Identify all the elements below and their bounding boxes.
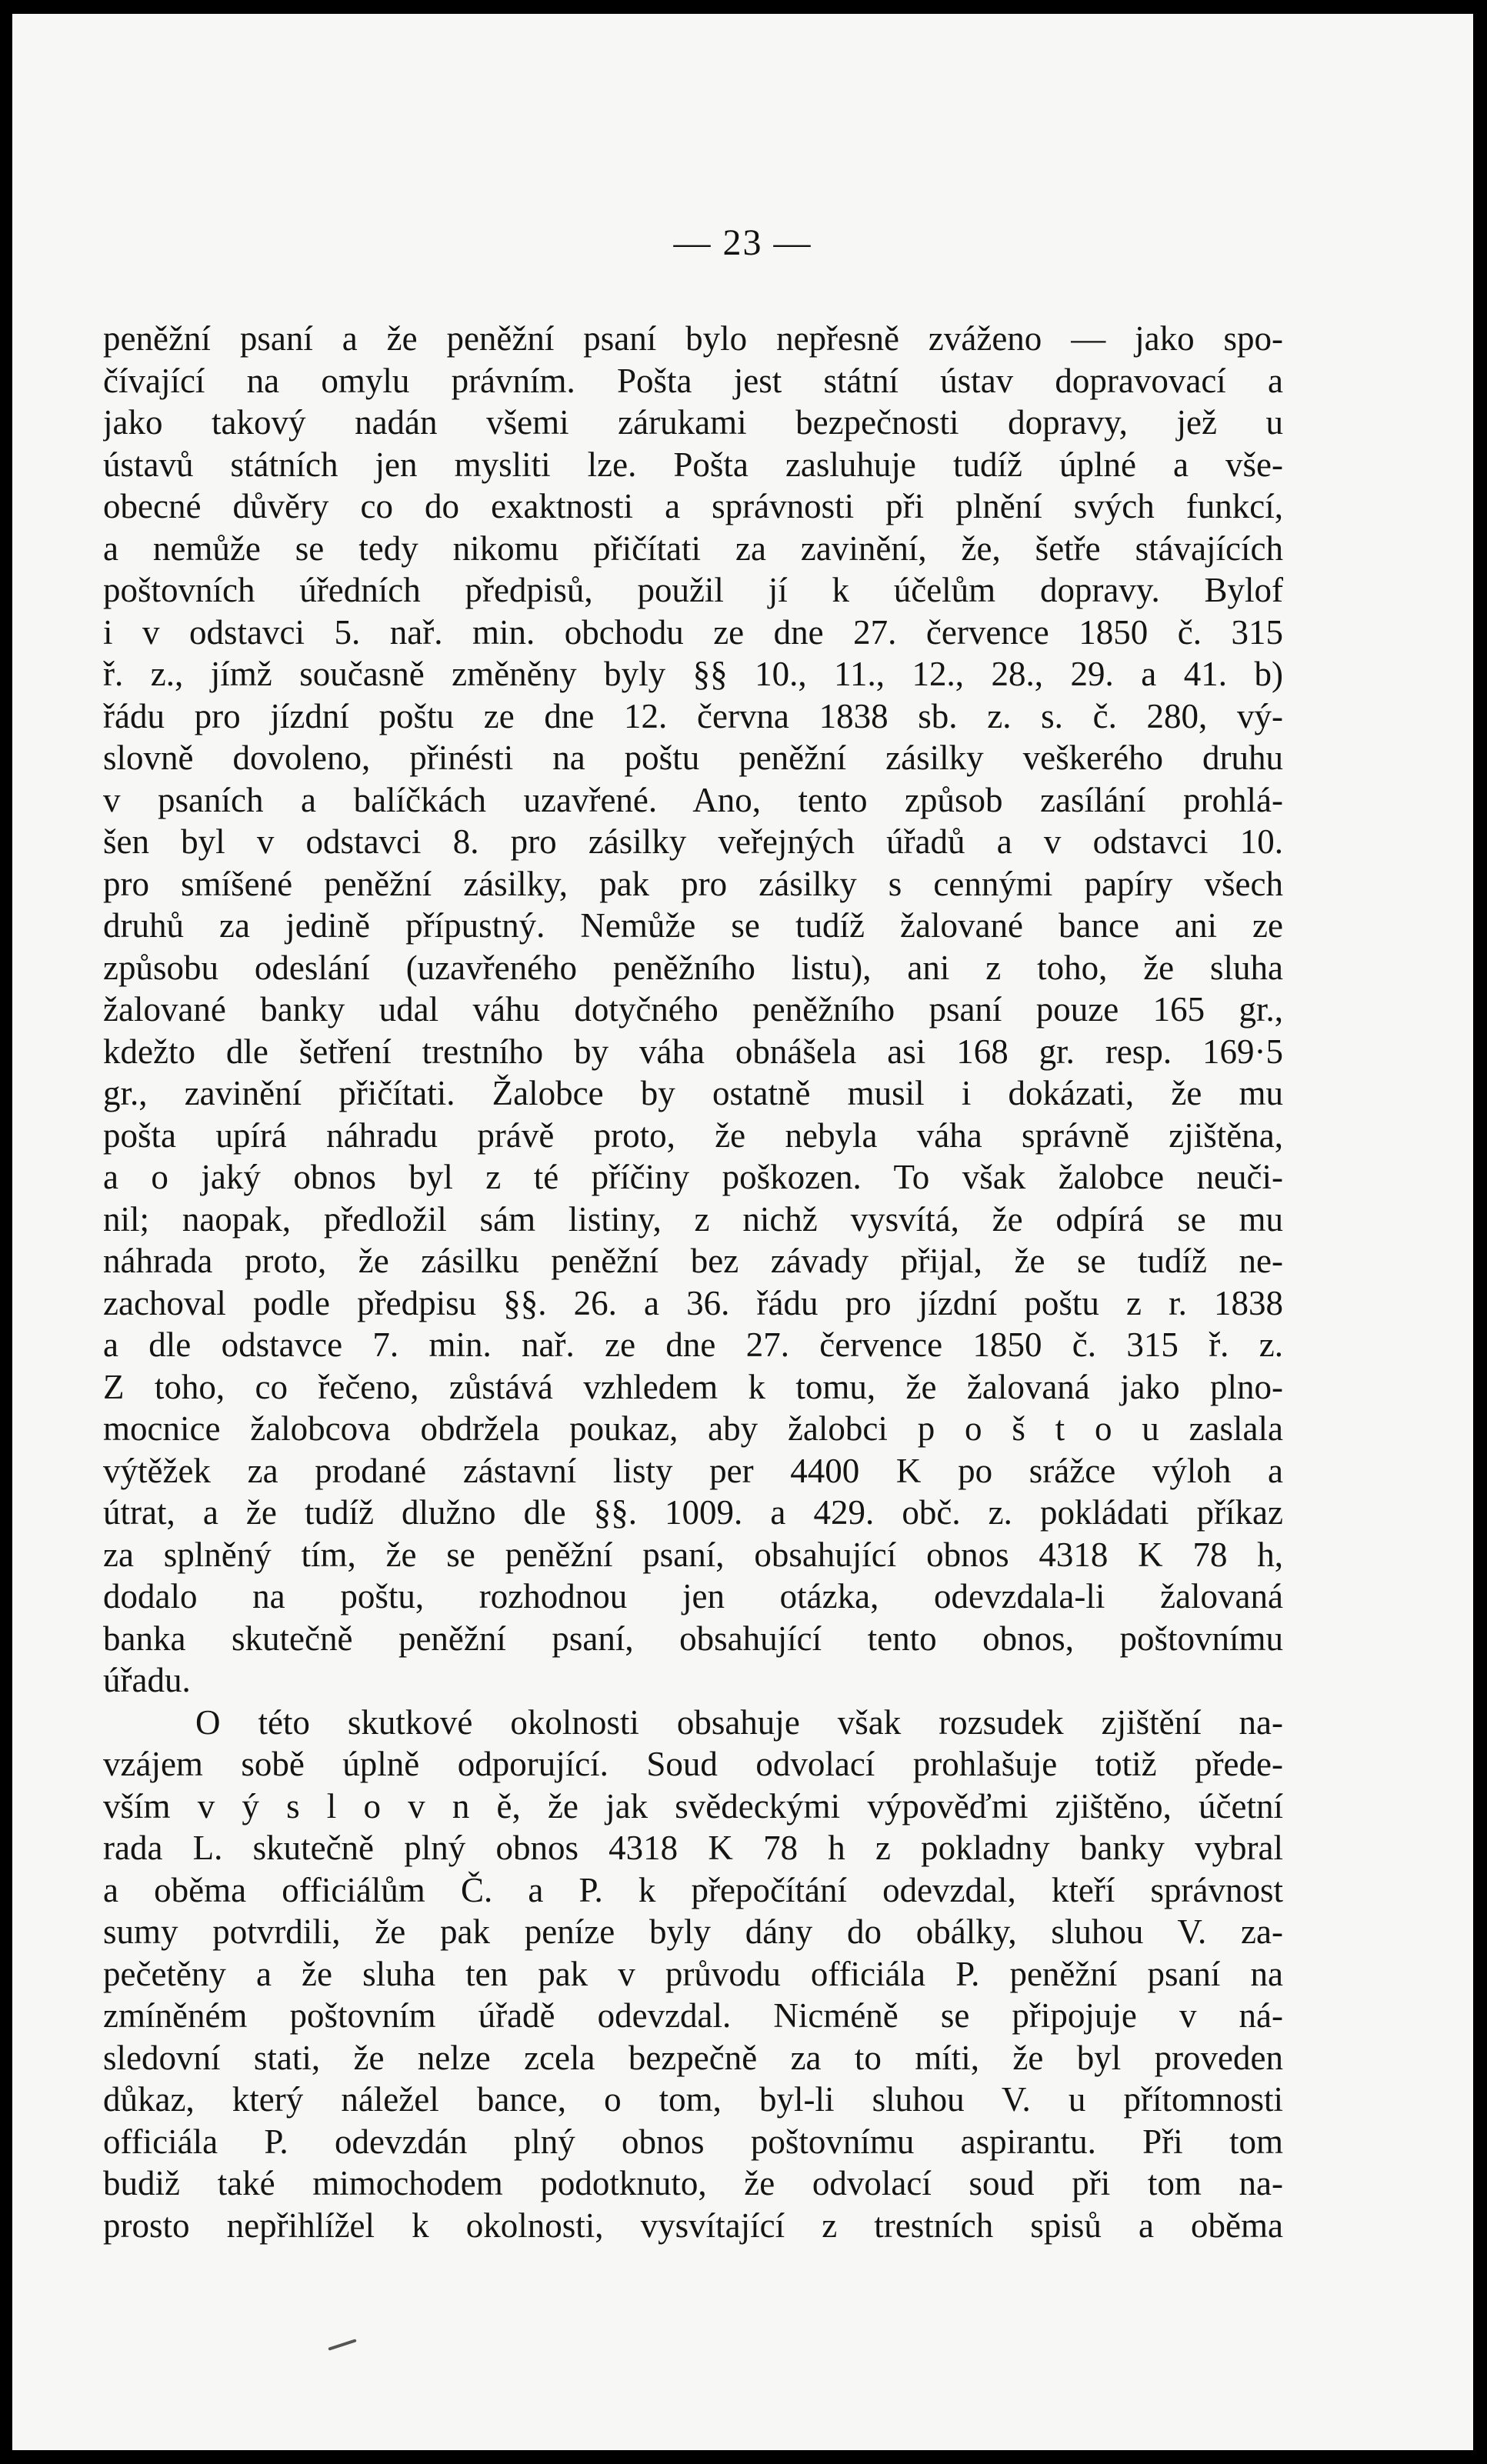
text-line: čívající na omylu právním. Pošta jest státní ústav dopravovací a [103, 361, 1283, 400]
scanned-page [12, 14, 1473, 2450]
text-line: pro smíšené peněžní zásilky, pak pro zásilky s cennými papíry všech [103, 864, 1283, 903]
text-line: způsobu odeslání (uzavřeného peněžního listu), ani z toho, že sluha [103, 948, 1283, 987]
text-line: prosto nepřihlížel k okolnosti, vysvítající z trestních spisů a oběma [103, 2206, 1283, 2245]
text-line: budiž také mimochodem podotknuto, že odvolací soud při tom na- [103, 2164, 1283, 2202]
text-line: výtěžek za prodané zástavní listy per 4400 K po srážce výloh a [103, 1451, 1283, 1490]
scan-speck [328, 2339, 356, 2351]
text-line: banka skutečně peněžní psaní, obsahující tento obnos, poštovnímu [103, 1619, 1283, 1658]
text-line: a dle odstavce 7. min. nař. ze dne 27. července 1850 č. 315 ř. z. [103, 1325, 1283, 1364]
text-line: a oběma officiálům Č. a P. k přepočítání odevzdal, kteří správnost [103, 1870, 1283, 1909]
text-line: gr., zavinění přičítati. Žalobce by ostatně musil i dokázati, že mu [103, 1074, 1283, 1112]
paragraph-first-line: O této skutkové okolnosti obsahuje však rozsudek zjištění na- [195, 1702, 1283, 1742]
text-line: v psaních a balíčkách uzavřené. Ano, tento způsob zasílání prohlá- [103, 780, 1283, 819]
text-line: peněžní psaní a že peněžní psaní bylo nepřesně zváženo — jako spo- [103, 319, 1283, 358]
text-line: pečetěny a že sluha ten pak v průvodu officiála P. peněžní psaní na [103, 1954, 1283, 1993]
body-text [103, 318, 1283, 2246]
text-line: důkaz, který náležel bance, o tom, byl-li sluhou V. u přítomnosti [103, 2080, 1283, 2119]
text-line: dodalo na poštu, rozhodnou jen otázka, odevzdala-li žalovaná [103, 1577, 1283, 1615]
text-line: Z toho, co řečeno, zůstává vzhledem k tomu, že žalovaná jako plno- [103, 1367, 1283, 1406]
text-line: kdežto dle šetření trestního by váha obnášela asi 168 gr. resp. 169·5 [103, 1032, 1283, 1071]
text-line: sledovní stati, že nelze zcela bezpečně za to míti, že byl proveden [103, 2038, 1283, 2077]
text-line: žalované banky udal váhu dotyčného peněžního psaní pouze 165 gr., [103, 990, 1283, 1029]
text-line: útrat, a že tudíž dlužno dle §§. 1009. a 429. obč. z. pokládati příkaz [103, 1493, 1283, 1532]
text-line: mocnice žalobcova obdržela poukaz, aby žalobci p o š t o u zaslala [103, 1409, 1283, 1448]
text-line: druhů za jedině přípustný. Nemůže se tudíž žalované bance ani ze [103, 906, 1283, 945]
text-line: obecné důvěry co do exaktnosti a správnosti při plnění svých funkcí, [103, 487, 1283, 525]
text-line: za splněný tím, že se peněžní psaní, obsahující obnos 4318 K 78 h, [103, 1535, 1283, 1574]
page-number: — 23 — [673, 222, 812, 263]
text-line: officiála P. odevzdán plný obnos poštovnímu aspirantu. Při tom [103, 2122, 1283, 2161]
text-line: ř. z., jímž současně změněny byly §§ 10., 11., 12., 28., 29. a 41. b) [103, 655, 1283, 693]
text-line: sumy potvrdili, že pak peníze byly dány do obálky, sluhou V. za- [103, 1912, 1283, 1951]
text-line: poštovních úředních předpisů, použil jí k účelům dopravy. Bylof [103, 571, 1283, 609]
text-line: řádu pro jízdní poštu ze dne 12. června 1838 sb. z. s. č. 280, vý- [103, 696, 1283, 735]
text-line: zachoval podle předpisu §§. 26. a 36. řádu pro jízdní poštu z r. 1838 [103, 1283, 1283, 1322]
text-line: náhrada proto, že zásilku peněžní bez závady přijal, že se tudíž ne- [103, 1242, 1283, 1280]
text-line: a o jaký obnos byl z té příčiny poškozen. To však žalobce neuči- [103, 1158, 1283, 1196]
text-line: pošta upírá náhradu právě proto, že nebyla váha správně zjištěna, [103, 1115, 1283, 1155]
text-line: jako takový nadán všemi zárukami bezpečnosti dopravy, jež u [103, 403, 1283, 442]
text-line: vším v ý s l o v n ě, že jak svědeckými výpověďmi zjištěno, účetní [103, 1786, 1283, 1825]
text-line: a nemůže se tedy nikomu přičítati za zavinění, že, šetře stávajících [103, 528, 1283, 568]
text-line: ústavů státních jen mysliti lze. Pošta zasluhuje tudíž úplné a vše- [103, 445, 1283, 484]
text-line: zmíněném poštovním úřadě odevzdal. Nicméně se připojuje v ná- [103, 1996, 1283, 2035]
paragraph-end-line: úřadu. [103, 1661, 191, 1699]
text-line: i v odstavci 5. nař. min. obchodu ze dne 27. července 1850 č. 315 [103, 612, 1283, 652]
text-line: šen byl v odstavci 8. pro zásilky veřejných úřadů a v odstavci 10. [103, 822, 1283, 861]
text-line: vzájem sobě úplně odporující. Soud odvolací prohlašuje totiž přede- [103, 1745, 1283, 1783]
text-line: nil; naopak, předložil sám listiny, z nichž vysvítá, že odpírá se mu [103, 1199, 1283, 1239]
text-line: slovně dovoleno, přinésti na poštu peněžní zásilky veškerého druhu [103, 739, 1283, 777]
text-line: rada L. skutečně plný obnos 4318 K 78 h z pokladny banky vybral [103, 1829, 1283, 1867]
